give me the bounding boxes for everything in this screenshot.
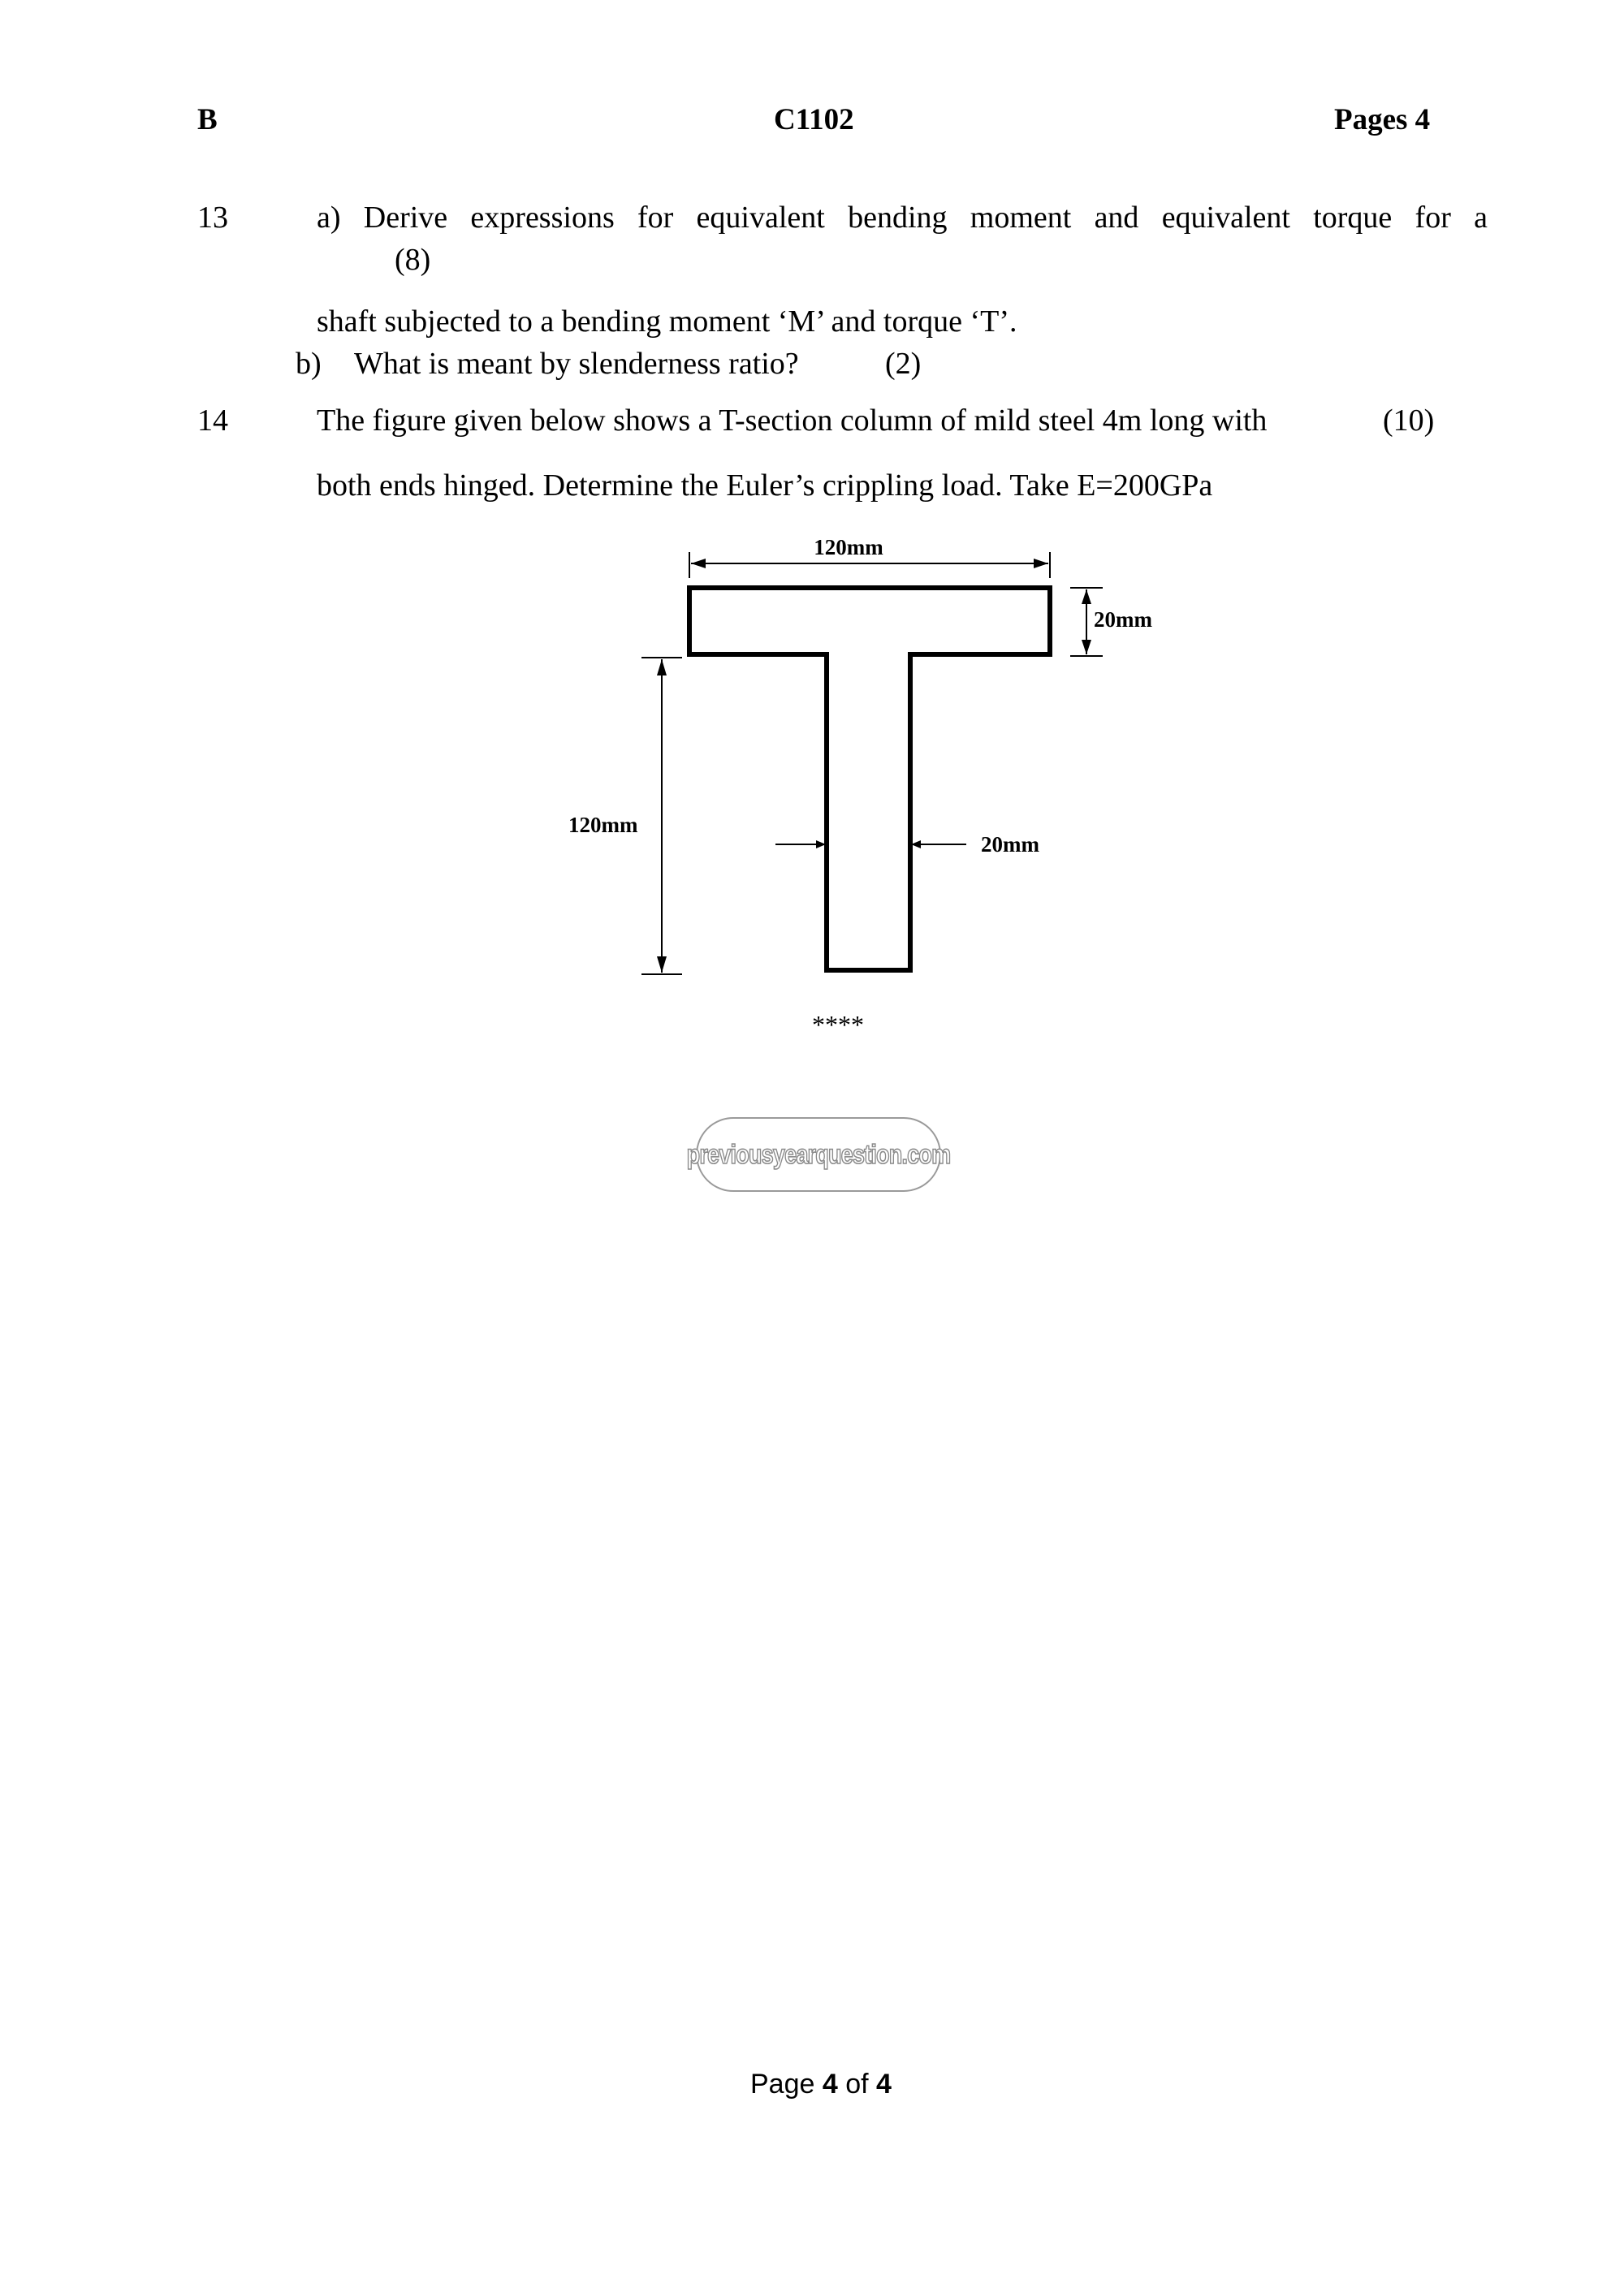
watermark-text: previousyearquestion.com [686, 1139, 951, 1169]
question-13b-label: b) [296, 347, 322, 381]
web-height-dimension [568, 658, 682, 974]
footer-prefix: Page [750, 2069, 815, 2100]
watermark-badge [686, 1117, 951, 1192]
question-14-marks: (10) [1383, 404, 1435, 438]
header-left: B [197, 103, 218, 136]
flange-width-label: 120mm [814, 535, 883, 559]
paper-code: C1102 [774, 103, 854, 136]
web-thickness-label: 20mm [981, 832, 1039, 857]
end-mark: **** [812, 1010, 864, 1039]
footer-of: of [845, 2069, 869, 2100]
question-number-14: 14 [197, 404, 228, 438]
page-footer [750, 2069, 892, 2100]
flange-thickness-dimension [1070, 588, 1152, 656]
question-13a-marks: (8) [395, 243, 431, 277]
question-13a-line2: shaft subjected to a bending moment ‘M’ and torque ‘T’. [317, 304, 1017, 339]
flange-thickness-label: 20mm [1094, 607, 1152, 632]
question-13b-text: What is meant by slenderness ratio? [354, 347, 799, 381]
question-number-13: 13 [197, 201, 228, 235]
question-13a-line1: a) Derive expressions for equivalent bending moment and equivalent torque for a [317, 201, 1488, 235]
footer-current-page: 4 [822, 2069, 838, 2100]
flange-width-dimension [689, 535, 1050, 578]
question-14-line2: both ends hinged. Determine the Euler’s crippling load. Take E=200GPa [317, 468, 1213, 503]
web-height-label: 120mm [568, 813, 638, 837]
question-14-line1: The figure given below shows a T-section column of mild steel 4m long with [317, 404, 1268, 438]
footer-total-pages: 4 [876, 2069, 892, 2100]
t-section-outline [689, 588, 1050, 970]
question-13b-marks: (2) [885, 347, 922, 381]
page-count: Pages 4 [1334, 103, 1431, 136]
t-section-figure [0, 0, 1624, 1039]
web-thickness-dimension [775, 832, 1039, 857]
